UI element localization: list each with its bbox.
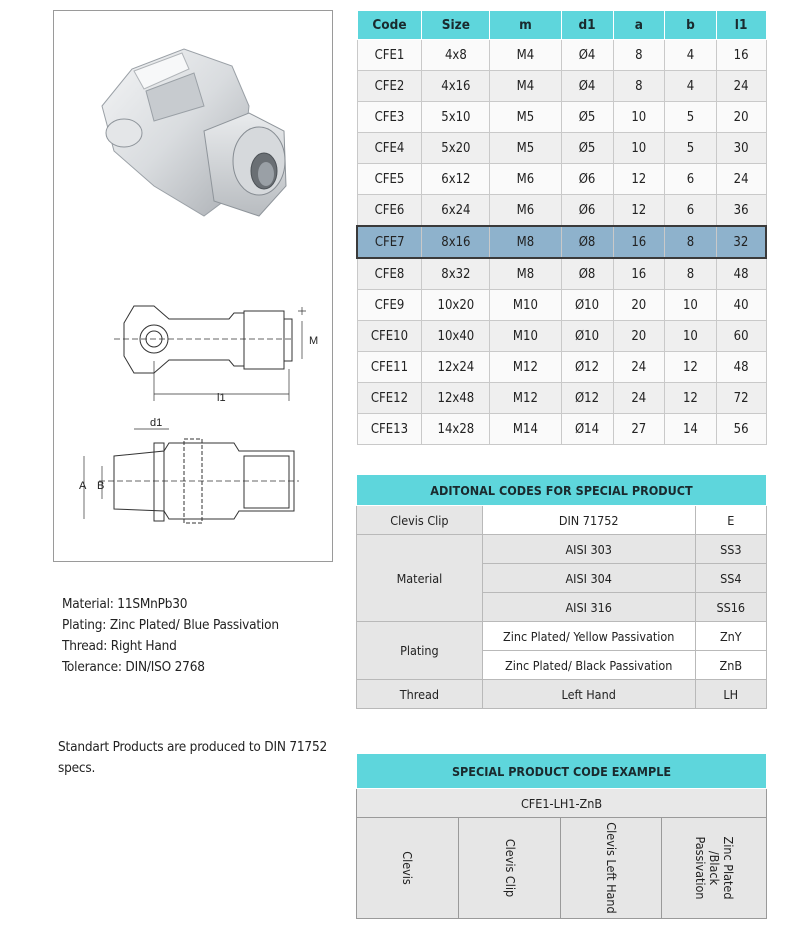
table-cell-b: 12 — [665, 383, 717, 414]
special-codes-title: ADITONAL CODES FOR SPECIAL PRODUCT — [357, 475, 767, 506]
table-row — [357, 133, 766, 164]
table-cell-a: 10 — [613, 102, 665, 133]
thread-spec: Left Hand — [482, 680, 695, 709]
plating-spec: Zinc Plated/ Black Passivation — [482, 651, 695, 680]
table-row — [357, 383, 766, 414]
table-cell-m: M5 — [490, 133, 561, 164]
table-cell-size: 12x48 — [422, 383, 490, 414]
table-cell-size: 12x24 — [422, 352, 490, 383]
table-row — [357, 321, 766, 352]
table-row — [357, 622, 767, 651]
header-l1: l1 — [716, 11, 766, 40]
table-cell-m: M8 — [490, 258, 561, 290]
table-row — [357, 71, 766, 102]
table-cell-l1: 16 — [716, 40, 766, 71]
table-cell-code: CFE4 — [357, 133, 422, 164]
table-cell-a: 24 — [613, 352, 665, 383]
header-m: m — [490, 11, 561, 40]
material-label: Material — [357, 535, 483, 622]
drawing-panel — [53, 10, 333, 562]
table-cell-code: CFE7 — [357, 226, 422, 258]
table-cell-d1: Ø6 — [561, 195, 613, 227]
note-tolerance: Tolerance: DIN/ISO 2768 — [62, 659, 205, 675]
table-cell-b: 12 — [665, 352, 717, 383]
example-part-left-hand: Clevis Left Hand — [561, 818, 662, 919]
table-cell-b: 8 — [665, 258, 717, 290]
table-cell-size: 4x16 — [422, 71, 490, 102]
table-cell-l1: 60 — [716, 321, 766, 352]
table-cell-code: CFE6 — [357, 195, 422, 227]
header-b: b — [665, 11, 717, 40]
table-cell-code: CFE12 — [357, 383, 422, 414]
table-row — [357, 414, 766, 445]
table-cell-size: 4x8 — [422, 40, 490, 71]
table-cell-a: 12 — [613, 164, 665, 195]
table-cell-m: M10 — [490, 321, 561, 352]
table-cell-b: 10 — [665, 290, 717, 321]
table-cell-l1: 32 — [716, 226, 766, 258]
plating-label: Plating — [357, 622, 483, 680]
thread-label: Thread — [357, 680, 483, 709]
table-cell-l1: 24 — [716, 164, 766, 195]
material-spec: AISI 316 — [482, 593, 695, 622]
header-a: a — [613, 11, 665, 40]
header-d1: d1 — [561, 11, 613, 40]
clevis-top-view — [84, 429, 299, 523]
table-cell-size: 6x24 — [422, 195, 490, 227]
table-cell-a: 16 — [613, 226, 665, 258]
table-cell-b: 6 — [665, 164, 717, 195]
table-cell-d1: Ø14 — [561, 414, 613, 445]
table-row — [357, 680, 767, 709]
clevis-side-view — [114, 306, 306, 401]
note-material: Material: 11SMnPb30 — [62, 596, 188, 612]
table-cell-d1: Ø5 — [561, 133, 613, 164]
table-cell-l1: 48 — [716, 352, 766, 383]
clevis-drawing — [54, 11, 334, 563]
dimension-table — [356, 10, 767, 445]
table-cell-m: M6 — [490, 195, 561, 227]
plating-code: ZnY — [695, 622, 766, 651]
table-cell-code: CFE13 — [357, 414, 422, 445]
table-cell-b: 4 — [665, 71, 717, 102]
header-size: Size — [422, 11, 490, 40]
table-cell-m: M12 — [490, 352, 561, 383]
table-row — [357, 506, 767, 535]
plating-code: ZnB — [695, 651, 766, 680]
table-cell-a: 12 — [613, 195, 665, 227]
table-cell-b: 10 — [665, 321, 717, 352]
table-cell-a: 24 — [613, 383, 665, 414]
table-cell-d1: Ø12 — [561, 383, 613, 414]
table-cell-d1: Ø4 — [561, 71, 613, 102]
table-cell-size: 8x32 — [422, 258, 490, 290]
table-cell-a: 10 — [613, 133, 665, 164]
table-cell-code: CFE9 — [357, 290, 422, 321]
table-row — [357, 164, 766, 195]
clevis-clip-code: E — [695, 506, 766, 535]
table-cell-m: M4 — [490, 40, 561, 71]
table-cell-a: 8 — [613, 40, 665, 71]
table-cell-size: 10x20 — [422, 290, 490, 321]
table-row — [357, 40, 766, 71]
table-cell-l1: 36 — [716, 195, 766, 227]
note-plating: Plating: Zinc Plated/ Blue Passivation — [62, 617, 279, 633]
table-cell-l1: 56 — [716, 414, 766, 445]
table-cell-m: M14 — [490, 414, 561, 445]
table-cell-m: M5 — [490, 102, 561, 133]
table-cell-size: 5x10 — [422, 102, 490, 133]
table-cell-a: 8 — [613, 71, 665, 102]
table-row — [357, 290, 766, 321]
table-cell-l1: 24 — [716, 71, 766, 102]
standard-note: Standart Products are produced to DIN 71752 specs. — [58, 739, 327, 776]
table-cell-code: CFE2 — [357, 71, 422, 102]
table-cell-code: CFE10 — [357, 321, 422, 352]
header-code: Code — [357, 11, 422, 40]
table-cell-m: M4 — [490, 71, 561, 102]
clevis-clip-label: Clevis Clip — [357, 506, 483, 535]
code-example-table — [356, 753, 767, 919]
table-cell-m: M12 — [490, 383, 561, 414]
table-cell-b: 14 — [665, 414, 717, 445]
table-row — [357, 535, 767, 564]
table-cell-l1: 48 — [716, 258, 766, 290]
table-cell-a: 27 — [613, 414, 665, 445]
example-part-clevis: Clevis — [357, 818, 459, 919]
table-cell-a: 16 — [613, 258, 665, 290]
table-cell-d1: Ø10 — [561, 290, 613, 321]
table-cell-a: 20 — [613, 321, 665, 352]
table-cell-a: 20 — [613, 290, 665, 321]
table-cell-d1: Ø12 — [561, 352, 613, 383]
clevis-clip-spec: DIN 71752 — [482, 506, 695, 535]
table-body — [357, 40, 766, 445]
table-cell-code: CFE3 — [357, 102, 422, 133]
table-cell-d1: Ø8 — [561, 258, 613, 290]
table-cell-size: 14x28 — [422, 414, 490, 445]
table-cell-d1: Ø8 — [561, 226, 613, 258]
example-part-clip: Clevis Clip — [458, 818, 561, 919]
table-row — [357, 226, 766, 258]
table-cell-m: M6 — [490, 164, 561, 195]
material-code: SS3 — [695, 535, 766, 564]
dim-l1-label: l1 — [217, 392, 226, 404]
table-cell-code: CFE11 — [357, 352, 422, 383]
table-cell-m: M10 — [490, 290, 561, 321]
dim-b-label: B — [97, 480, 105, 492]
dim-m-label: M — [309, 335, 319, 347]
table-cell-code: CFE5 — [357, 164, 422, 195]
material-code: SS16 — [695, 593, 766, 622]
clevis-3d-render — [102, 49, 286, 216]
table-row — [357, 258, 766, 290]
table-row — [357, 102, 766, 133]
table-cell-b: 4 — [665, 40, 717, 71]
table-cell-b: 5 — [665, 133, 717, 164]
table-cell-d1: Ø10 — [561, 321, 613, 352]
table-cell-size: 6x12 — [422, 164, 490, 195]
table-cell-l1: 20 — [716, 102, 766, 133]
material-spec: AISI 303 — [482, 535, 695, 564]
material-spec: AISI 304 — [482, 564, 695, 593]
table-cell-d1: Ø4 — [561, 40, 613, 71]
table-cell-d1: Ø5 — [561, 102, 613, 133]
example-title: SPECIAL PRODUCT CODE EXAMPLE — [357, 754, 767, 789]
material-code: SS4 — [695, 564, 766, 593]
table-row — [357, 352, 766, 383]
table-cell-size: 10x40 — [422, 321, 490, 352]
table-cell-l1: 30 — [716, 133, 766, 164]
example-code: CFE1-LH1-ZnB — [357, 789, 767, 818]
dim-d1-label: d1 — [150, 417, 163, 429]
table-cell-d1: Ø6 — [561, 164, 613, 195]
special-codes-table — [356, 474, 767, 709]
table-cell-b: 8 — [665, 226, 717, 258]
plating-spec: Zinc Plated/ Yellow Passivation — [482, 622, 695, 651]
table-row — [357, 195, 766, 227]
table-cell-code: CFE1 — [357, 40, 422, 71]
table-cell-b: 5 — [665, 102, 717, 133]
table-cell-b: 6 — [665, 195, 717, 227]
table-cell-size: 8x16 — [422, 226, 490, 258]
table-cell-l1: 40 — [716, 290, 766, 321]
note-thread: Thread: Right Hand — [62, 638, 177, 654]
table-header-row — [357, 11, 766, 40]
material-notes — [62, 594, 279, 678]
dim-a-label: A — [79, 480, 87, 492]
example-part-plating: Zinc Plated /Black Passivation — [662, 818, 767, 919]
table-cell-code: CFE8 — [357, 258, 422, 290]
table-cell-l1: 72 — [716, 383, 766, 414]
table-cell-size: 5x20 — [422, 133, 490, 164]
thread-code: LH — [695, 680, 766, 709]
table-cell-m: M8 — [490, 226, 561, 258]
